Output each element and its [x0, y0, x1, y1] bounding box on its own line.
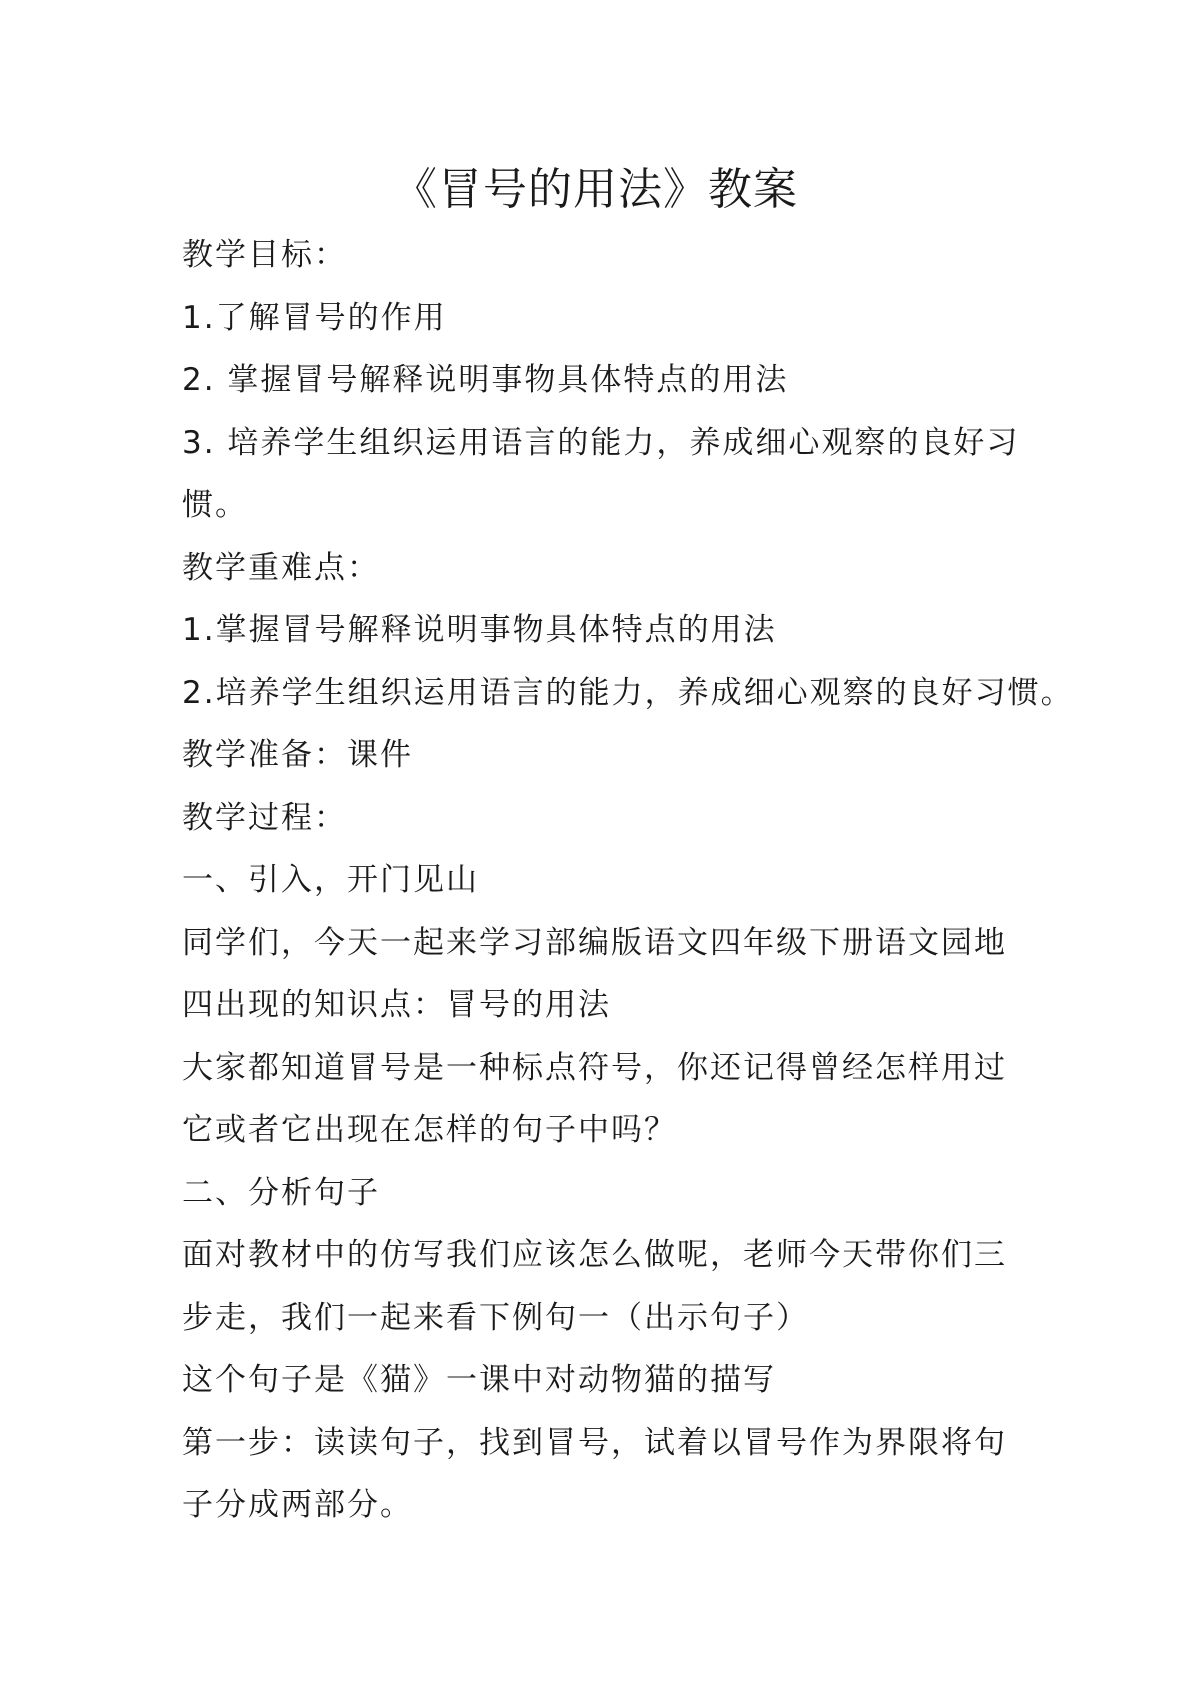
paragraph-steps-line-2: 步走，我们一起来看下例句一（出示句子） — [182, 1299, 809, 1336]
goal-item-2: 2. 掌握冒号解释说明事物具体特点的用法 — [182, 362, 789, 398]
heading-teaching-process: 教学过程： — [182, 799, 347, 836]
goal-item-3: 3. 培养学生组织运用语言的能力，养成细心观察的良好习 — [182, 424, 1020, 461]
paragraph-intro-line-2: 四出现的知识点：冒号的用法 — [182, 987, 611, 1023]
document-body — [182, 224, 1074, 1537]
key-point-2: 2.培养学生组织运用语言的能力，养成细心观察的良好习惯。 — [182, 674, 1074, 711]
heading-teaching-goals: 教学目标： — [182, 237, 347, 273]
paragraph-steps-line-1: 面对教材中的仿写我们应该怎么做呢，老师今天带你们三 — [182, 1237, 1007, 1273]
key-point-1: 1.掌握冒号解释说明事物具体特点的用法 — [182, 612, 777, 648]
paragraph-intro-line-1: 同学们，今天一起来学习部编版语文四年级下册语文园地 — [182, 924, 1007, 961]
section-heading-2: 二、分析句子 — [182, 1174, 380, 1211]
paragraph-step1-line-2: 子分成两部分。 — [182, 1487, 413, 1523]
paragraph-step1-line-1: 第一步：读读句子，找到冒号，试着以冒号作为界限将句 — [182, 1424, 1007, 1461]
heading-key-points: 教学重难点： — [182, 549, 380, 586]
paragraph-cat-sentence: 这个句子是《猫》一课中对动物猫的描写 — [182, 1362, 776, 1398]
section-heading-1: 一、引入，开门见山 — [182, 862, 479, 898]
teaching-preparation: 教学准备：课件 — [182, 737, 413, 773]
goal-item-3-continued: 惯。 — [182, 487, 248, 523]
paragraph-question-line-1: 大家都知道冒号是一种标点符号，你还记得曾经怎样用过 — [182, 1049, 1007, 1086]
goal-item-1: 1.了解冒号的作用 — [182, 299, 447, 336]
document-title: 《冒号的用法》教案 — [393, 164, 798, 215]
paragraph-question-line-2: 它或者它出现在怎样的句子中吗？ — [182, 1112, 677, 1148]
